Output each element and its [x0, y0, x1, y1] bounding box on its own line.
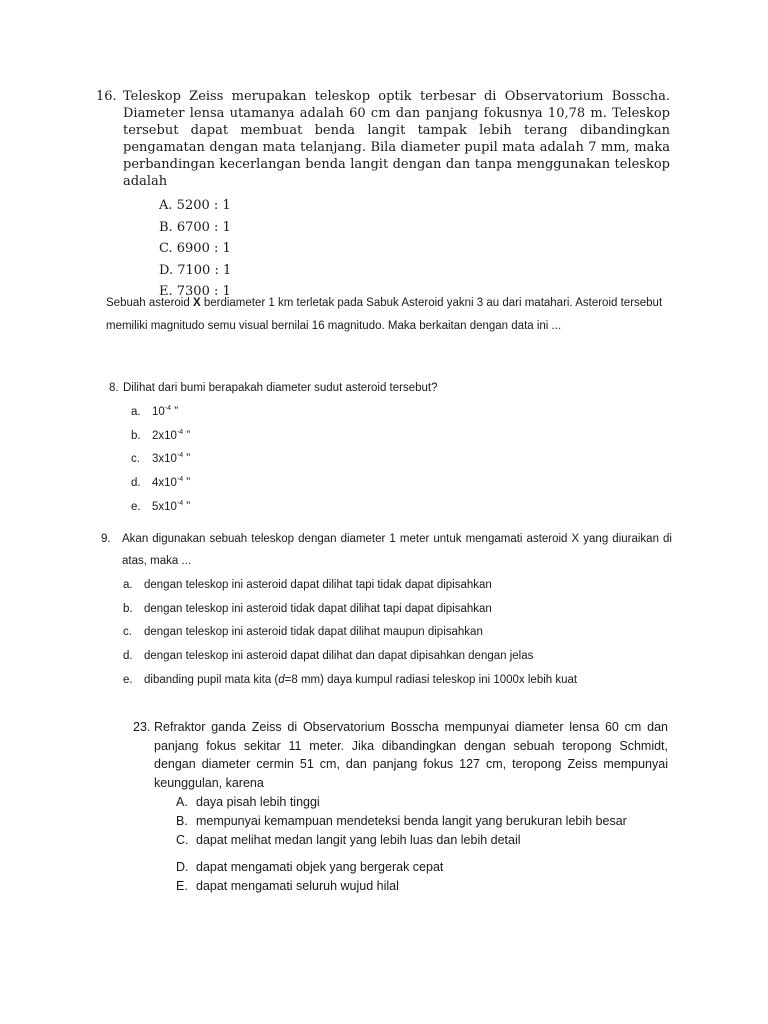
option-e: E. 7300 : 1	[159, 284, 231, 299]
option-list	[176, 793, 668, 896]
question-23	[133, 718, 668, 896]
question-number: 8.	[109, 382, 119, 394]
question-16	[96, 88, 670, 303]
option-a: A. 5200 : 1	[159, 198, 231, 213]
question-stem: Dilihat dari bumi berapakah diameter sudut asteroid tersebut?	[123, 382, 438, 394]
asteroid-intro-paragraph: Sebuah asteroid X berdiameter 1 km terletak pada Sabuk Asteroid yakni 3 au dari matahari. Asteroid tersebut memiliki magnitudo semu visual bernilai 16 magnitudo. Maka berkaitan dengan data ini ...	[106, 297, 663, 332]
option-a: A. daya pisah lebih tinggi	[176, 794, 320, 809]
option-e: e. $5x10^{-4}$ ”	[131, 499, 191, 513]
option-c: C. 6900 : 1	[159, 241, 231, 256]
option-b: B. mempunyai kemampuan mendeteksi benda langit yang berukuran lebih besar	[176, 813, 627, 828]
question-number: 9.	[101, 533, 111, 545]
option-list	[131, 401, 438, 520]
option-b: b. dengan teleskop ini asteroid tidak dapat dilihat tapi dapat dipisahkan	[123, 602, 492, 615]
option-d: d. $4x10^{-4}$ ”	[131, 476, 191, 490]
option-b: B. 6700 : 1	[159, 219, 231, 235]
option-c: c. $3x10^{-4}$ ”	[131, 452, 191, 466]
option-list	[123, 574, 672, 693]
option-a: a. $10^{-4}$ ”	[131, 405, 179, 418]
question-number: 16.	[96, 89, 117, 104]
question-9	[101, 528, 672, 693]
option-list	[159, 195, 670, 303]
option-e: e. dibanding pupil mata kita (d=8 mm) daya kumpul radiasi teleskop ini 1000x lebih kuat	[123, 673, 578, 686]
option-d: D. 7100 : 1	[159, 262, 232, 278]
option-d: d. dengan teleskop ini asteroid dapat dilihat dan dapat dipisahkan dengan jelas	[123, 650, 534, 663]
question-8	[109, 378, 438, 520]
option-c: C. dapat melihat medan langit yang lebih luas dan lebih detail	[176, 832, 521, 847]
option-a: a. dengan teleskop ini asteroid dapat dilihat tapi tidak dapat dipisahkan	[123, 579, 492, 591]
question-number: 23.	[133, 720, 151, 734]
option-c: c. dengan teleskop ini asteroid tidak dapat dilihat maupun dipisahkan	[123, 626, 483, 639]
option-d: D. dapat mengamati objek yang bergerak cepat	[176, 859, 444, 874]
option-e: E. dapat mengamati seluruh wujud hilal	[176, 878, 399, 893]
question-stem: Akan digunakan sebuah teleskop dengan diameter 1 meter untuk mengamati asteroid X yang diuraikan di atas, maka ...	[122, 533, 672, 567]
question-stem: Refraktor ganda Zeiss di Observatorium Bosscha mempunyai diameter lensa 60 cm dan panjang fokus sekitar 11 meter. Jika dibandingkan dengan sebuah teropong Schmidt, dengan diameter cermin 51 cm, dan panjang fokus 127 cm, teropong Zeiss mempunyai keunggulan, karena	[154, 720, 668, 791]
question-stem: Teleskop Zeiss merupakan teleskop optik terbesar di Observatorium Bosscha. Diameter lensa utamanya adalah 60 cm dan panjang fokusnya 10,78 m. Teleskop tersebut dapat membuat benda langit tampak lebih terang dibandingkan pengamatan dengan mata telanjang. Bila diameter pupil mata adalah 7 mm, maka perbandingan kecerlangan benda langit dengan dan tanpa menggunakan teleskop adalah	[123, 89, 670, 189]
asteroid-label: X	[192, 297, 201, 309]
option-b: b. $2x10^{-4}$ ”	[131, 428, 191, 442]
